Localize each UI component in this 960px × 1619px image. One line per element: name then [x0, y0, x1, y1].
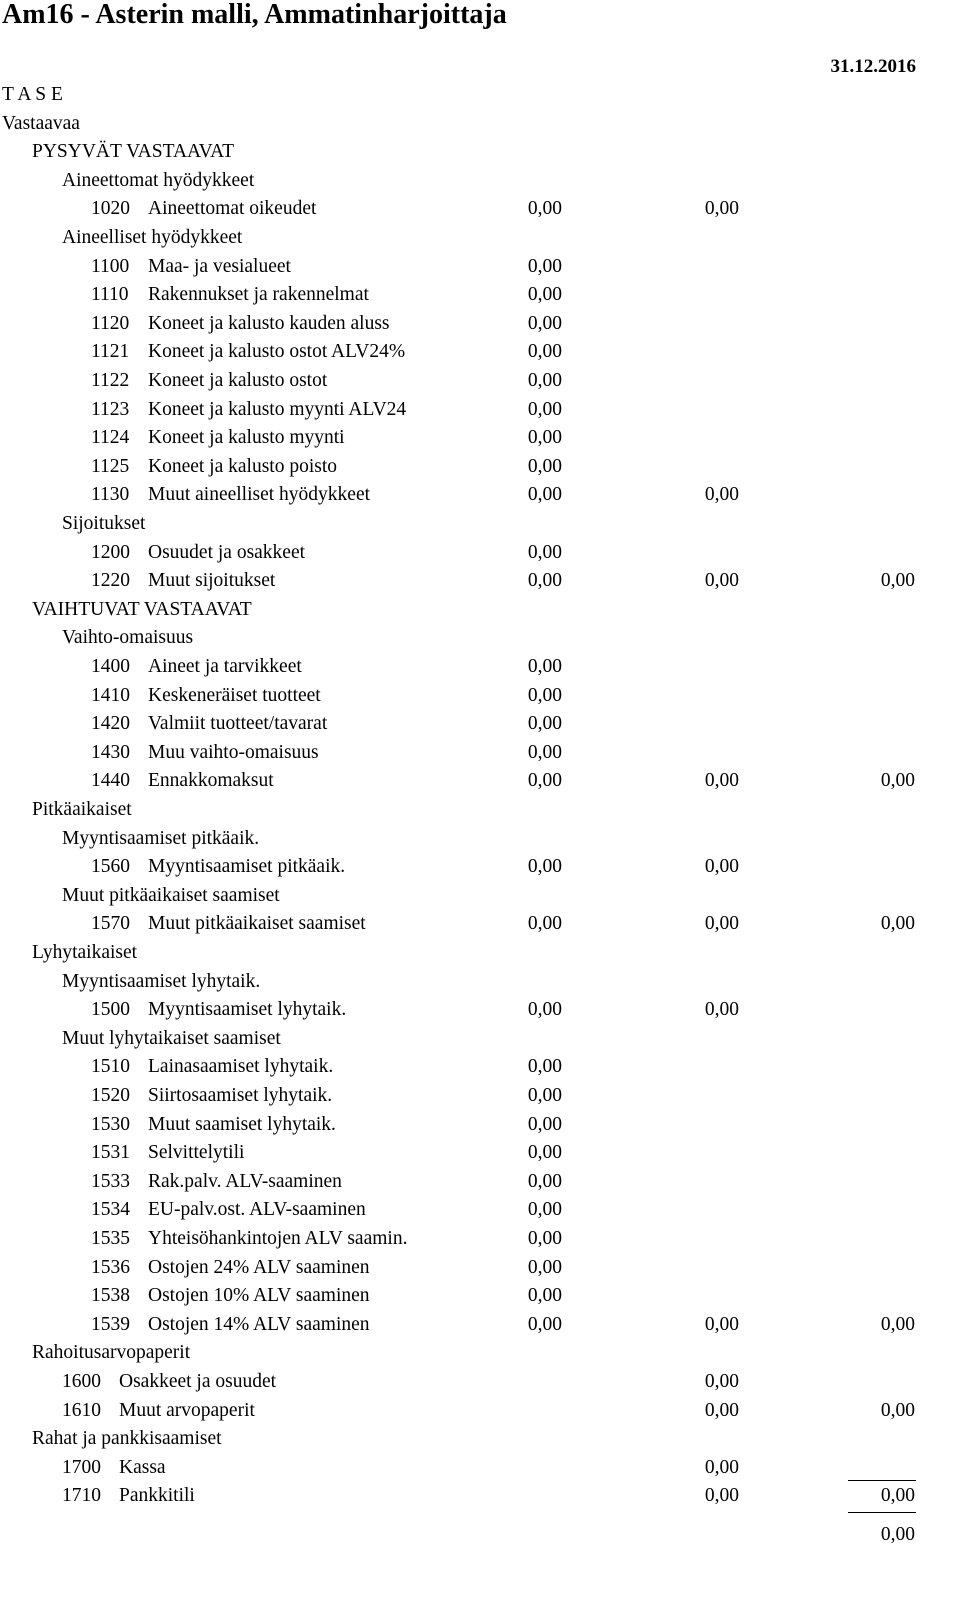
account-code: 1560: [91, 856, 130, 878]
amount-c3: 0,00: [880, 1399, 915, 1421]
account-name: Myyntisaamiset pitkäaik.: [148, 856, 346, 878]
amount-c1: 0,00: [527, 1056, 562, 1078]
account-name: EU-palv.ost. ALV-saaminen: [148, 1199, 366, 1221]
account-code: 1121: [91, 341, 130, 363]
section-heading: Pitkäaikaiset: [32, 799, 132, 820]
section-heading: T A S E: [2, 84, 63, 105]
account-name: Maa- ja vesialueet: [148, 255, 291, 277]
account-code: 1120: [91, 312, 130, 334]
amount-c1: 0,00: [527, 656, 562, 677]
account-name: Koneet ja kalusto kauden aluss: [148, 312, 390, 334]
section-heading: Rahat ja pankkisaamiset: [32, 1428, 222, 1450]
amount-c1: 0,00: [527, 1170, 562, 1192]
account-name: Aineet ja tarvikkeet: [148, 656, 302, 677]
account-code: 1539: [91, 1313, 130, 1335]
section-heading: Myyntisaamiset pitkäaik.: [62, 827, 260, 849]
account-name: Osakkeet ja osuudet: [119, 1371, 277, 1392]
amount-c2: 0,00: [704, 770, 739, 792]
total-rule: [848, 1480, 916, 1481]
amount-c1: 0,00: [527, 312, 562, 334]
section-heading: PYSYVÄT VASTAAVAT: [32, 141, 234, 163]
amount-c2: 0,00: [704, 1485, 739, 1507]
section-heading: Vaihto-omaisuus: [62, 627, 194, 649]
amount-c3: 0,00: [880, 770, 915, 792]
account-code: 1534: [91, 1199, 130, 1221]
account-code: 1125: [91, 455, 130, 477]
amount-c1: 0,00: [527, 1142, 562, 1164]
account-code: 1533: [91, 1170, 130, 1192]
account-code: 1124: [91, 427, 130, 449]
account-name: Ostojen 10% ALV saaminen: [148, 1285, 370, 1307]
grand-total-rule: [848, 1512, 916, 1513]
account-name: Rakennukset ja rakennelmat: [148, 284, 369, 306]
account-code: 1100: [91, 255, 130, 277]
account-name: Koneet ja kalusto ostot ALV24%: [148, 341, 406, 363]
account-name: Ostojen 24% ALV saaminen: [148, 1256, 370, 1278]
section-heading: Rahoitusarvopaperit: [32, 1342, 191, 1364]
account-code: 1500: [91, 999, 130, 1021]
account-name: Aineettomat oikeudet: [148, 198, 317, 220]
amount-c1: 0,00: [527, 913, 562, 935]
report-title: Am16 - Asterin malli, Ammatinharjoittaja: [2, 0, 507, 30]
amount-c1: 0,00: [527, 684, 562, 706]
account-code: 1530: [91, 1113, 130, 1135]
account-code: 1610: [62, 1399, 101, 1421]
account-name: Siirtosaamiset lyhytaik.: [148, 1085, 333, 1106]
amount-c1: 0,00: [527, 341, 562, 363]
amount-c2: 0,00: [704, 856, 739, 878]
account-code: 1520: [91, 1085, 130, 1106]
section-heading: Vastaavaa: [2, 112, 80, 134]
report-date: 31.12.2016: [830, 56, 916, 77]
amount-c2: 0,00: [704, 484, 739, 506]
account-name: Ostojen 14% ALV saaminen: [148, 1313, 370, 1335]
amount-c1: 0,00: [527, 1113, 562, 1135]
account-name: Keskeneräiset tuotteet: [148, 684, 321, 706]
amount-c1: 0,00: [527, 570, 562, 592]
section-heading: Myyntisaamiset lyhytaik.: [62, 970, 261, 992]
amount-c1: 0,00: [527, 398, 562, 420]
account-code: 1410: [91, 684, 130, 706]
amount-c2: 0,00: [704, 198, 739, 220]
amount-c3: 0,00: [880, 570, 915, 592]
amount-c2: 0,00: [704, 1456, 739, 1478]
account-name: Muut aineelliset hyödykkeet: [148, 484, 371, 506]
account-name: Valmiit tuotteet/tavarat: [148, 713, 328, 735]
account-code: 1430: [91, 741, 130, 763]
account-code: 1510: [91, 1056, 130, 1078]
amount-c1: 0,00: [527, 999, 562, 1021]
section-heading: Lyhytaikaiset: [32, 942, 138, 963]
amount-c1: 0,00: [527, 770, 562, 792]
amount-c1: 0,00: [527, 1285, 562, 1307]
account-code: 1020: [91, 198, 130, 220]
account-code: 1531: [91, 1142, 130, 1164]
section-heading: Aineelliset hyödykkeet: [62, 227, 243, 248]
account-name: Osuudet ja osakkeet: [148, 541, 306, 563]
account-code: 1710: [62, 1485, 101, 1507]
amount-c2: 0,00: [704, 1371, 739, 1392]
grand-total: 0,00: [880, 1524, 915, 1545]
account-code: 1440: [91, 770, 130, 792]
amount-c3: 0,00: [880, 1313, 915, 1335]
account-code: 1536: [91, 1256, 130, 1278]
account-name: Muut pitkäaikaiset saamiset: [148, 913, 366, 935]
account-code: 1538: [91, 1285, 130, 1307]
amount-c1: 0,00: [527, 1256, 562, 1278]
account-name: Koneet ja kalusto myynti: [148, 427, 345, 449]
account-name: Muut sijoitukset: [148, 570, 276, 592]
amount-c2: 0,00: [704, 999, 739, 1021]
account-code: 1220: [91, 570, 130, 592]
account-name: Koneet ja kalusto ostot: [148, 370, 328, 391]
section-heading: Muut pitkäaikaiset saamiset: [62, 884, 280, 906]
account-name: Myyntisaamiset lyhytaik.: [148, 999, 347, 1021]
amount-c1: 0,00: [527, 484, 562, 506]
amount-c2: 0,00: [704, 1399, 739, 1421]
account-name: Koneet ja kalusto myynti ALV24: [148, 398, 407, 420]
account-code: 1123: [91, 398, 130, 420]
account-name: Rak.palv. ALV-saaminen: [148, 1170, 342, 1192]
account-name: Muu vaihto-omaisuus: [148, 741, 319, 763]
amount-c1: 0,00: [527, 541, 562, 563]
amount-c1: 0,00: [527, 284, 562, 306]
amount-c1: 0,00: [527, 255, 562, 277]
account-name: Pankkitili: [119, 1485, 195, 1507]
amount-c3: 0,00: [880, 1485, 915, 1507]
amount-c1: 0,00: [527, 741, 562, 763]
section-heading: Sijoitukset: [62, 513, 146, 534]
account-name: Lainasaamiset lyhytaik.: [148, 1056, 334, 1078]
account-name: Koneet ja kalusto poisto: [148, 455, 338, 477]
account-code: 1535: [91, 1228, 130, 1249]
account-name: Selvittelytili: [148, 1142, 245, 1164]
amount-c1: 0,00: [527, 198, 562, 220]
amount-c2: 0,00: [704, 913, 739, 935]
account-name: Muut arvopaperit: [119, 1399, 255, 1421]
account-code: 1570: [91, 913, 130, 935]
account-name: Muut saamiset lyhytaik.: [148, 1113, 336, 1135]
amount-c1: 0,00: [527, 1228, 562, 1249]
amount-c2: 0,00: [704, 1313, 739, 1335]
account-code: 1130: [91, 484, 130, 506]
account-code: 1200: [91, 541, 130, 563]
account-code: 1420: [91, 713, 130, 735]
account-code: 1700: [62, 1456, 101, 1478]
section-heading: Aineettomat hyödykkeet: [62, 169, 255, 191]
section-heading: VAIHTUVAT VASTAAVAT: [32, 598, 252, 620]
account-code: 1122: [91, 370, 130, 391]
amount-c1: 0,00: [527, 455, 562, 477]
account-name: Ennakkomaksut: [148, 770, 274, 792]
amount-c3: 0,00: [880, 913, 915, 935]
account-name: Yhteisöhankintojen ALV saamin.: [148, 1228, 408, 1249]
account-code: 1110: [91, 284, 129, 306]
amount-c1: 0,00: [527, 1085, 562, 1106]
amount-c1: 0,00: [527, 370, 562, 391]
account-code: 1600: [62, 1371, 101, 1392]
amount-c1: 0,00: [527, 713, 562, 735]
amount-c2: 0,00: [704, 570, 739, 592]
amount-c1: 0,00: [527, 1199, 562, 1221]
amount-c1: 0,00: [527, 1313, 562, 1335]
amount-c1: 0,00: [527, 427, 562, 449]
account-name: Kassa: [119, 1456, 166, 1478]
section-heading: Muut lyhytaikaiset saamiset: [62, 1027, 281, 1049]
amount-c1: 0,00: [527, 856, 562, 878]
account-code: 1400: [91, 656, 130, 677]
